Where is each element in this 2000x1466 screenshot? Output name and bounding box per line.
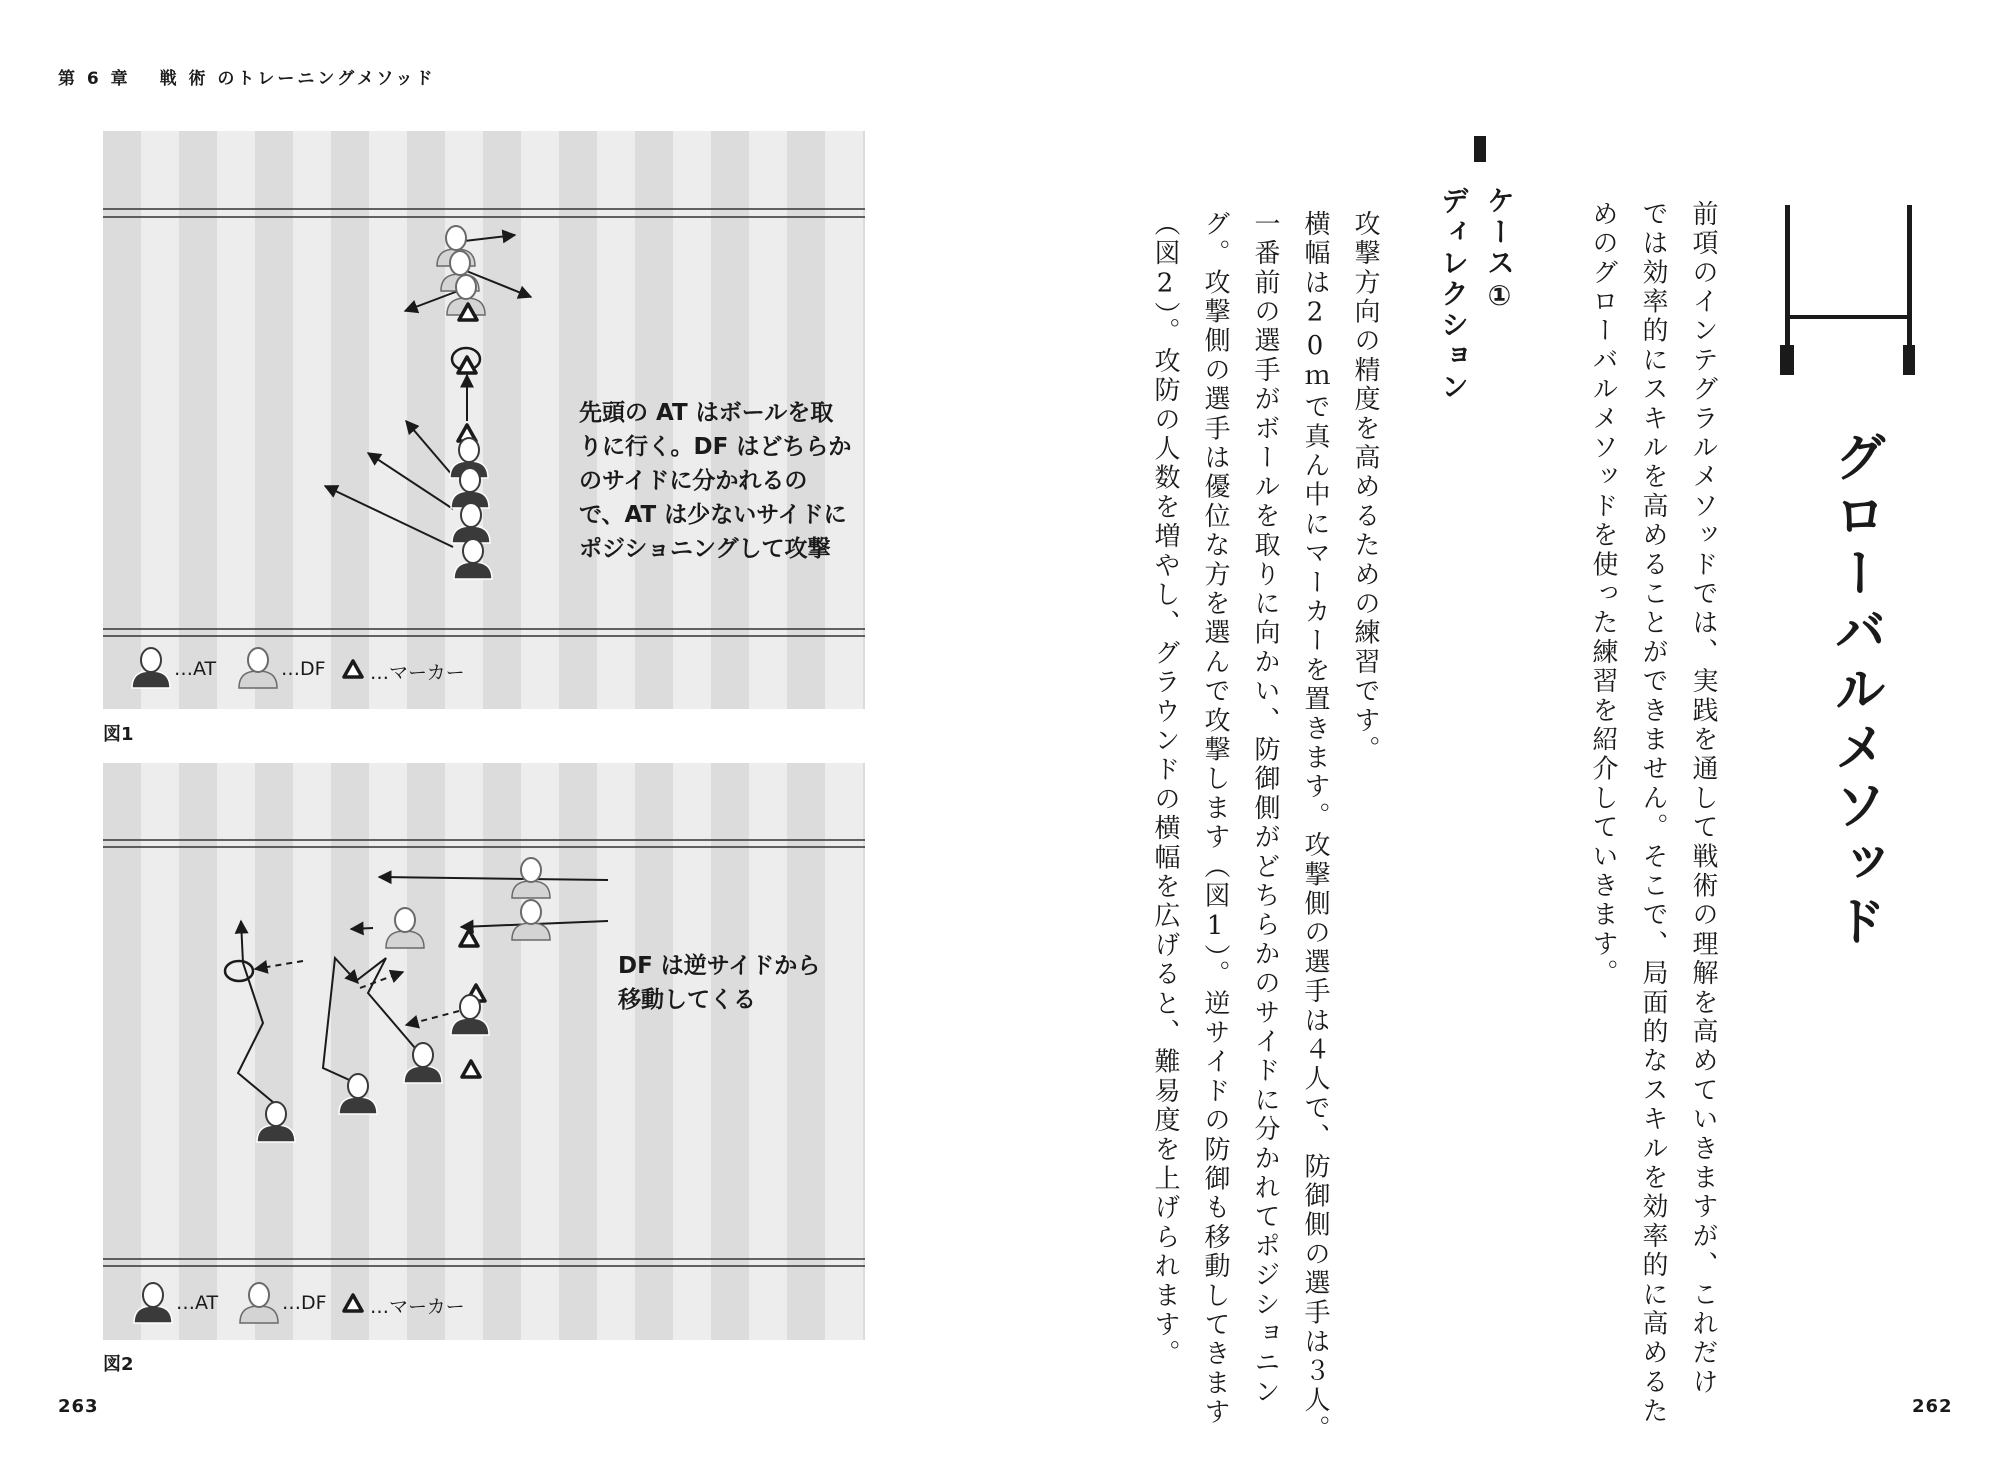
legend-df-label: …DF: [281, 658, 326, 680]
legend-marker-label: …マーカー: [370, 1296, 465, 1318]
figure-2-diagram: [103, 763, 865, 1340]
page-number-left: 263: [58, 1396, 99, 1417]
legend-df-label: …DF: [282, 1292, 327, 1314]
legend-at-label: …AT: [176, 1292, 219, 1314]
page-title: グローバルメソッド: [1825, 430, 1885, 952]
figure-1-callout: 先頭の AT はボールを取 りに行く。DF はどちらか のサイドに分かれるの で、AT は少ないサイドに ポジショニングして攻撃: [579, 400, 852, 562]
figure-1: [103, 131, 865, 709]
running-head: 第 6 章 戦 術 のトレーニングメソッド: [58, 69, 436, 89]
legend-marker-label: …マーカー: [370, 662, 465, 684]
figure-2-caption: 図2: [103, 1354, 134, 1375]
intro-paragraph: 前項のインテグラルメソッドでは、実践を通して戦術の理解を高めていきますが、これだけ では効率的にスキルを高めることができません。そこで、局面的なスキルを効率的に高めるた めのグローバルメソッドを使った練習を紹介していきます。: [1588, 200, 1718, 1427]
figure-2: [103, 763, 865, 1340]
body-paragraph: 攻撃方向の精度を高めるための練習です。 横幅は20ｍで真ん中にマーカーを置きます。攻撃側の選手は４人で、防御側の選手は３人。 一番前の選手がボールを取りに向かい、防御側がどちらかのサイドに分かれてポジショニン グ。攻撃側の選手は優位な方を選んで攻撃します（図1）。逆サイドの防御も移動してきます （図2）。攻防の人数を増やし、グラウンドの横幅を広げると、難易度を上げられます。: [1150, 210, 1380, 1445]
page-number-right: 262: [1912, 1396, 1953, 1417]
legend-at-label: …AT: [174, 658, 217, 680]
case-heading: ケース① ディレクション: [1437, 186, 1516, 403]
figure-2-callout: DF は逆サイドから 移動してくる: [618, 953, 821, 1013]
figure-1-caption: 図1: [103, 724, 134, 745]
heading-bar: [1474, 136, 1486, 162]
goalpost-icon: [1775, 205, 1915, 380]
